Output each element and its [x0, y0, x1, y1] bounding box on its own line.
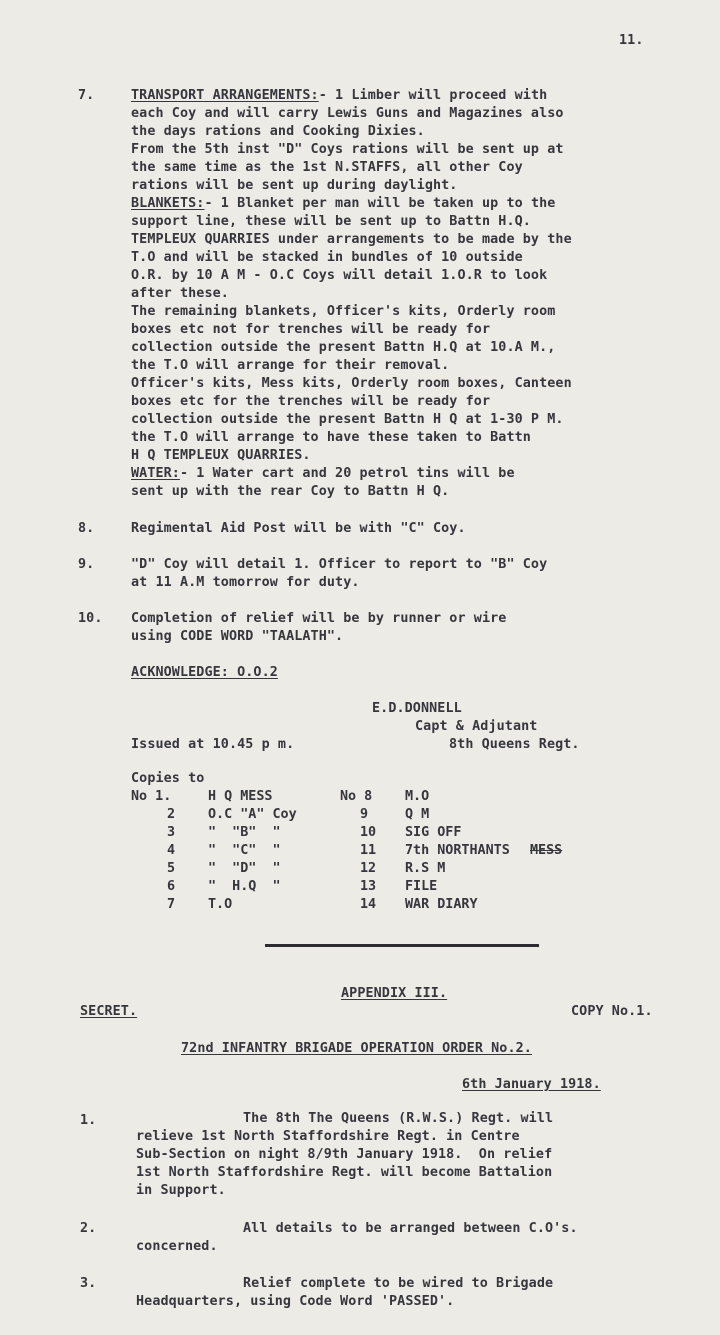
- text-line: T.O and will be stacked in bundles of 10 outside: [131, 250, 523, 265]
- copies-row-2-number: 2: [167, 807, 176, 822]
- text-line: TEMPLEUX QUARRIES under arrangements to be made by the: [131, 232, 572, 247]
- para-1-text: The 8th The Queens (R.W.S.) Regt. will: [243, 1111, 554, 1126]
- copies-row-5-number: 5: [167, 861, 176, 876]
- transport-paragraph-line: [131, 87, 547, 105]
- water-paragraph-line: [131, 465, 515, 483]
- copies-row-4-recipient-2: 7th NORTHANTS: [405, 843, 510, 858]
- signatory-rank: Capt & Adjutant: [415, 719, 538, 734]
- copies-row-2-recipient-2: Q M: [405, 807, 430, 822]
- text-line: collection outside the present Battn H Q at 1-30 P M.: [131, 412, 564, 427]
- item-9-text: "D" Coy will detail 1. Officer to report to "B" Coy: [131, 557, 548, 572]
- copies-row-6-recipient: " H.Q ": [208, 879, 281, 894]
- copies-row-1-recipient: H Q MESS: [208, 789, 273, 804]
- copy-number: COPY No.1.: [571, 1004, 653, 1019]
- text-line: Officer's kits, Mess kits, Orderly room boxes, Canteen: [131, 376, 572, 391]
- copies-row-3-recipient-2: SIG OFF: [405, 825, 462, 840]
- page-number: 11.: [619, 33, 644, 48]
- text-line: The remaining blankets, Officer's kits, Orderly room: [131, 304, 556, 319]
- text-line: the same time as the 1st N.STAFFS, all other Coy: [131, 160, 523, 175]
- copies-row-5-number-2: 12: [360, 861, 377, 876]
- para-number-1: 1.: [80, 1113, 97, 1128]
- copies-row-5-recipient: " "D" ": [208, 861, 281, 876]
- copies-row-3-number: 3: [167, 825, 176, 840]
- copies-row-7-number-2: 14: [360, 897, 377, 912]
- item-number-10: 10.: [78, 611, 103, 626]
- struck-out-text: MESS: [530, 843, 563, 858]
- para-2-text: concerned.: [136, 1239, 218, 1254]
- copies-row-3-recipient: " "B" ": [208, 825, 281, 840]
- para-3-text: Relief complete to be wired to Brigade: [243, 1276, 554, 1291]
- copies-row-2-recipient: O.C "A" Coy: [208, 807, 297, 822]
- transport-text: - 1 Limber will proceed with: [318, 88, 548, 103]
- water-heading: WATER:: [131, 466, 180, 481]
- text-line: after these.: [131, 286, 229, 301]
- para-1-text: in Support.: [136, 1183, 226, 1198]
- signatory-name: E.D.DONNELL: [372, 701, 462, 716]
- copies-row-6-number: 6: [167, 879, 176, 894]
- issued-time: Issued at 10.45 p m.: [131, 737, 295, 752]
- signatory-unit: 8th Queens Regt.: [449, 737, 580, 752]
- text-line: the T.O will arrange for their removal.: [131, 358, 450, 373]
- copies-row-4-number-2: 11: [360, 843, 377, 858]
- item-number-7: 7.: [78, 88, 95, 103]
- copies-row-4-recipient: " "C" ": [208, 843, 281, 858]
- text-line: each Coy and will carry Lewis Guns and Magazines also: [131, 106, 564, 121]
- item-9-text: at 11 A.M tomorrow for duty.: [131, 575, 360, 590]
- copies-row-6-recipient-2: FILE: [405, 879, 438, 894]
- text-line: the T.O will arrange to have these taken to Battn: [131, 430, 531, 445]
- copies-row-1-number: No 1.: [131, 789, 172, 804]
- text-line: H Q TEMPLEUX QUARRIES.: [131, 448, 311, 463]
- copies-row-1-recipient-2: M.O: [405, 789, 430, 804]
- water-text: - 1 Water cart and 20 petrol tins will be: [179, 466, 515, 481]
- para-3-text: Headquarters, using Code Word 'PASSED'.: [136, 1294, 455, 1309]
- transport-heading: TRANSPORT ARRANGEMENTS:: [131, 88, 319, 103]
- copies-row-6-number-2: 13: [360, 879, 377, 894]
- text-line: support line, these will be sent up to Battn H.Q.: [131, 214, 531, 229]
- secret-marking: SECRET.: [80, 1004, 138, 1019]
- item-10-text: Completion of relief will be by runner or wire: [131, 611, 507, 626]
- text-line: sent up with the rear Coy to Battn H Q.: [131, 484, 450, 499]
- copies-row-3-number-2: 10: [360, 825, 377, 840]
- text-line: O.R. by 10 A M - O.C Coys will detail 1.O.R to look: [131, 268, 548, 283]
- copies-row-2-number-2: 9: [360, 807, 369, 822]
- text-line: collection outside the present Battn H.Q at 10.A M.,: [131, 340, 556, 355]
- item-8-text: Regimental Aid Post will be with "C" Coy.: [131, 521, 466, 536]
- para-1-text: relieve 1st North Staffordshire Regt. in Centre: [136, 1129, 520, 1144]
- para-number-2: 2.: [80, 1221, 97, 1236]
- text-line: From the 5th inst "D" Coys rations will be sent up at: [131, 142, 564, 157]
- copies-row-4-number: 4: [167, 843, 176, 858]
- order-title: 72nd INFANTRY BRIGADE OPERATION ORDER No.2.: [181, 1041, 532, 1056]
- para-2-text: All details to be arranged between C.O's.: [243, 1221, 578, 1236]
- para-1-text: 1st North Staffordshire Regt. will become Battalion: [136, 1165, 553, 1180]
- copies-row-7-recipient-2: WAR DIARY: [405, 897, 478, 912]
- item-10-text: using CODE WORD "TAALATH".: [131, 629, 344, 644]
- para-number-3: 3.: [80, 1276, 97, 1291]
- text-line: boxes etc not for trenches will be ready for: [131, 322, 491, 337]
- section-divider: [265, 944, 539, 947]
- copies-row-5-recipient-2: R.S M: [405, 861, 446, 876]
- copies-row-7-number: 7: [167, 897, 176, 912]
- text-line: rations will be sent up during daylight.: [131, 178, 458, 193]
- para-1-text: Sub-Section on night 8/9th January 1918. On relief: [136, 1147, 553, 1162]
- blankets-heading: BLANKETS:: [131, 196, 205, 211]
- order-date: 6th January 1918.: [462, 1077, 601, 1092]
- appendix-title: APPENDIX III.: [341, 986, 448, 1001]
- item-number-8: 8.: [78, 521, 95, 536]
- copies-row-7-recipient: T.O: [208, 897, 233, 912]
- blankets-paragraph-line: [131, 195, 555, 213]
- blankets-text: - 1 Blanket per man will be taken up to the: [204, 196, 556, 211]
- copies-heading: Copies to: [131, 771, 205, 786]
- item-number-9: 9.: [78, 557, 95, 572]
- text-line: boxes etc for the trenches will be ready for: [131, 394, 491, 409]
- text-line: the days rations and Cooking Dixies.: [131, 124, 425, 139]
- copies-row-1-number-2: No 8: [340, 789, 373, 804]
- acknowledge-line: ACKNOWLEDGE: O.O.2: [131, 665, 278, 680]
